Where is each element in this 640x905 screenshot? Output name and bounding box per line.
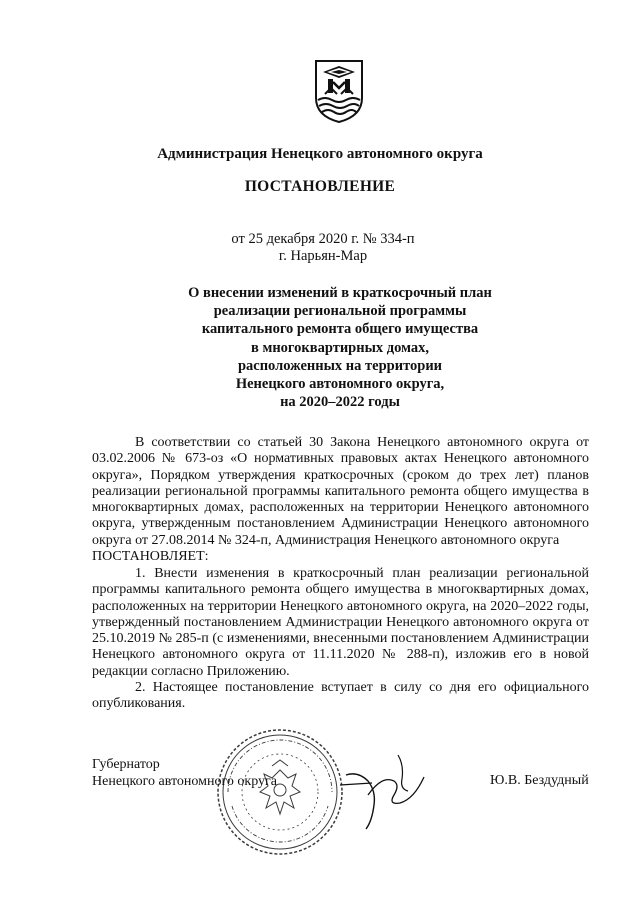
preamble-paragraph: В соответствии со статьей 30 Закона Ненецкого автономного округа от 03.02.2006 № 673-оз «О нормативных правовых актах Ненецкого автономного округа», Порядком утверждения краткосрочных (сроком до трех лет) планов реализации региональной программы капитального ремонта общего имущества в многоквартирных домах, расположенных на территории Ненецкого автономного округа, утвержденным постановлением Администрации Ненецкого автономного округа от 27.08.2014 № 324-п, Администрация Ненецкого автономного округа: [92, 435, 589, 548]
handwritten-signature-icon: [338, 745, 430, 835]
position-line: Губернатор: [92, 757, 160, 772]
coat-of-arms-icon: [313, 58, 365, 124]
subject-line: капитального ремонта общего имущества: [201, 321, 479, 338]
subject-line: на 2020–2022 годы: [280, 394, 400, 411]
resolves-word: ПОСТАНОВЛЯЕТ:: [92, 549, 209, 564]
position-line: Ненецкого автономного округа: [92, 773, 277, 789]
subject-line: реализации региональной программы: [213, 303, 467, 320]
item-2-paragraph: 2. Настоящее постановление вступает в силу со дня его официального опубликования.: [92, 680, 589, 712]
subject-line: Ненецкого автономного округа,: [235, 376, 445, 393]
official-seal-icon: [214, 726, 346, 858]
date-number: от 25 декабря 2020 г. № 334-п: [231, 231, 415, 247]
subject-line: расположенных на территории: [237, 357, 443, 374]
document-subject: [20, 284, 640, 411]
city: г. Нарьян-Мар: [278, 248, 368, 264]
signatory-position: [92, 757, 277, 790]
subject-line: в многоквартирных домах,: [250, 339, 430, 356]
subject-line: О внесении изменений в краткосрочный план: [188, 285, 492, 301]
document-type-heading: ПОСТАНОВЛЕНИЕ: [244, 178, 396, 195]
organization-title: Администрация Ненецкого автономного округа: [157, 146, 483, 162]
signatory-name: Ю.В. Бездудный: [490, 773, 589, 788]
item-1-paragraph: 1. Внести изменения в краткосрочный план реализации региональной программы капитального ремонта общего имущества в многоквартирных домах, расположенных на территории Ненецкого автономного округа, на 2020–2022 годы, утвержденный постановлением Администрации Ненецкого автономного округа от 25.10.2019 № 285-п (с изменениями, внесенными постановлением Администрации Ненецкого автономного округа от 11.11.2020 № 288-п), изложив его в новой редакции согласно Приложению.: [92, 566, 589, 679]
